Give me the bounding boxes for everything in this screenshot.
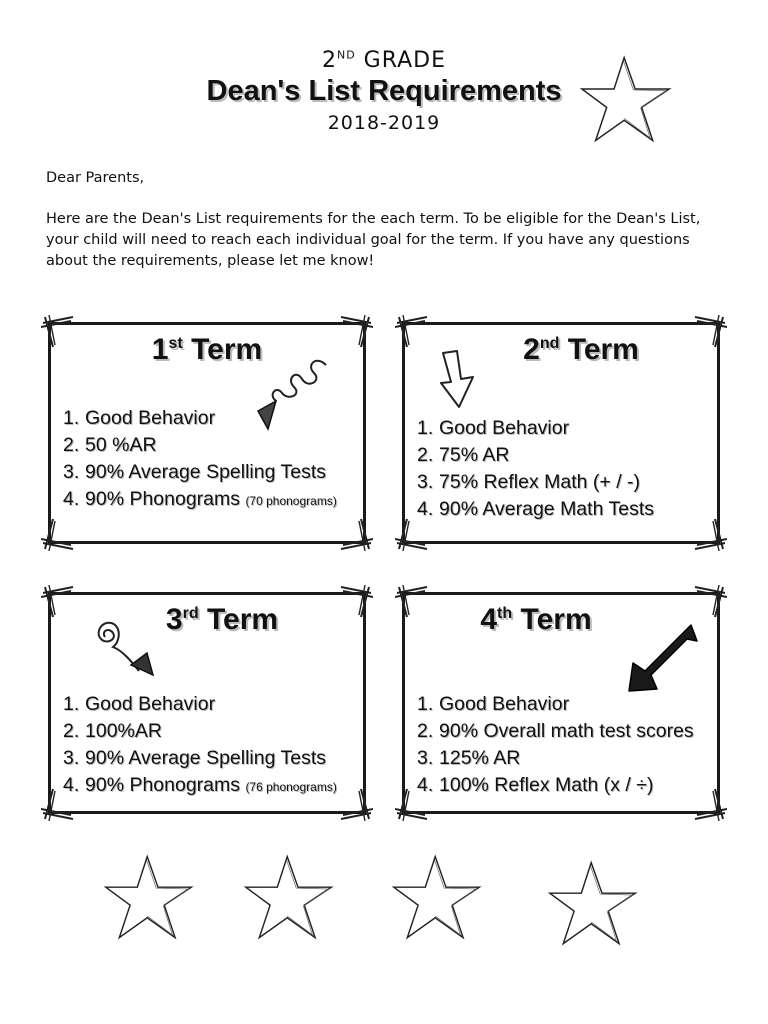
corner-mark <box>693 517 727 551</box>
greeting: Dear Parents, <box>46 170 145 186</box>
item-text: 90% Phonograms <box>85 488 241 510</box>
item-number: 2. <box>63 720 80 742</box>
item-text: Good Behavior <box>85 693 216 715</box>
item-number: 4. <box>417 498 434 520</box>
item-text: 90% Phonograms <box>85 774 241 796</box>
term-suffix: nd <box>539 335 560 352</box>
list-item <box>63 718 337 745</box>
item-text: Good Behavior <box>439 417 570 439</box>
corner-mark <box>339 787 373 821</box>
star-icon <box>392 852 482 944</box>
parent-letter <box>46 168 736 272</box>
term-4-card <box>402 592 720 814</box>
list-item <box>63 432 337 459</box>
item-number: 2. <box>417 444 434 466</box>
term-3-list <box>63 691 337 801</box>
item-text: 50 %AR <box>85 434 157 456</box>
list-item <box>417 772 694 799</box>
down-arrow-icon <box>435 349 481 411</box>
term-number: 4 <box>480 603 498 636</box>
item-number: 3. <box>417 471 434 493</box>
star-icon <box>244 852 334 944</box>
term-word: Term <box>520 603 592 636</box>
item-number: 2. <box>417 720 434 742</box>
list-item <box>63 772 337 801</box>
item-text: 90% Average Spelling Tests <box>85 461 327 483</box>
list-item <box>417 469 654 496</box>
list-item <box>417 718 694 745</box>
term-suffix: st <box>168 335 183 352</box>
item-number: 1. <box>63 407 80 429</box>
term-number: 2 <box>523 333 540 366</box>
black-arrow-icon <box>623 619 701 697</box>
item-text: 90% Average Math Tests <box>439 498 654 520</box>
item-text: 100% Reflex Math (x / ÷) <box>439 774 654 796</box>
list-item <box>417 691 694 718</box>
item-number: 2. <box>63 434 80 456</box>
item-text: 90% Average Spelling Tests <box>85 747 327 769</box>
letter-line-2: your child will need to reach each individual goal for the term. If you have any questions <box>46 232 690 248</box>
item-number: 1. <box>417 417 434 439</box>
list-item <box>417 496 654 523</box>
term-word: Term <box>191 333 263 366</box>
item-text: Good Behavior <box>439 693 570 715</box>
letter-line-3: about the requirements, please let me know! <box>46 253 375 269</box>
item-text: 90% Overall math test scores <box>439 720 694 742</box>
item-number: 4. <box>63 774 80 796</box>
corner-mark <box>693 787 727 821</box>
grade-word: GRADE <box>363 48 447 73</box>
term-suffix: th <box>497 605 513 622</box>
item-text: 75% Reflex Math (+ / -) <box>439 471 641 493</box>
star-icon <box>548 858 638 950</box>
list-item <box>417 745 694 772</box>
swirl-arrow-icon <box>87 617 159 683</box>
item-number: 1. <box>417 693 434 715</box>
page-title: Dean's List Requirements <box>206 75 562 107</box>
term-suffix: rd <box>182 605 199 622</box>
list-item <box>63 691 337 718</box>
item-number: 3. <box>417 747 434 769</box>
term-number: 1 <box>151 333 169 366</box>
corner-mark <box>339 517 373 551</box>
letter-line-1: Here are the Dean's List requirements for the each term. To be eligible for the Dean's List, <box>46 211 701 227</box>
star-icon <box>580 52 672 148</box>
item-text: 75% AR <box>439 444 510 466</box>
list-item <box>63 459 337 486</box>
item-note: (76 phonograms) <box>245 780 337 794</box>
item-number: 1. <box>63 693 80 715</box>
item-text: 125% AR <box>439 747 521 769</box>
list-item <box>63 486 337 515</box>
grade-superscript: ND <box>336 48 356 62</box>
corner-mark <box>41 517 75 551</box>
star-icon <box>104 852 194 944</box>
list-item <box>63 405 337 432</box>
term-number: 3 <box>165 603 183 636</box>
term-4-list <box>417 691 694 799</box>
list-item <box>63 745 337 772</box>
school-year: 2018-2019 <box>327 112 441 134</box>
grade-number: 2 <box>321 48 337 73</box>
item-text: 100%AR <box>85 720 162 742</box>
item-text: Good Behavior <box>85 407 216 429</box>
term-word: Term <box>567 333 639 366</box>
term-3-card <box>48 592 366 814</box>
term-2-card <box>402 322 720 544</box>
list-item <box>417 442 654 469</box>
list-item <box>417 415 654 442</box>
term-word: Term <box>206 603 279 636</box>
term-1-list <box>63 405 337 515</box>
item-note: (70 phonograms) <box>245 494 337 508</box>
term-2-list <box>417 415 654 523</box>
item-number: 4. <box>417 774 434 796</box>
item-number: 3. <box>63 461 80 483</box>
term-1-card <box>48 322 366 544</box>
item-number: 3. <box>63 747 80 769</box>
item-number: 4. <box>63 488 80 510</box>
